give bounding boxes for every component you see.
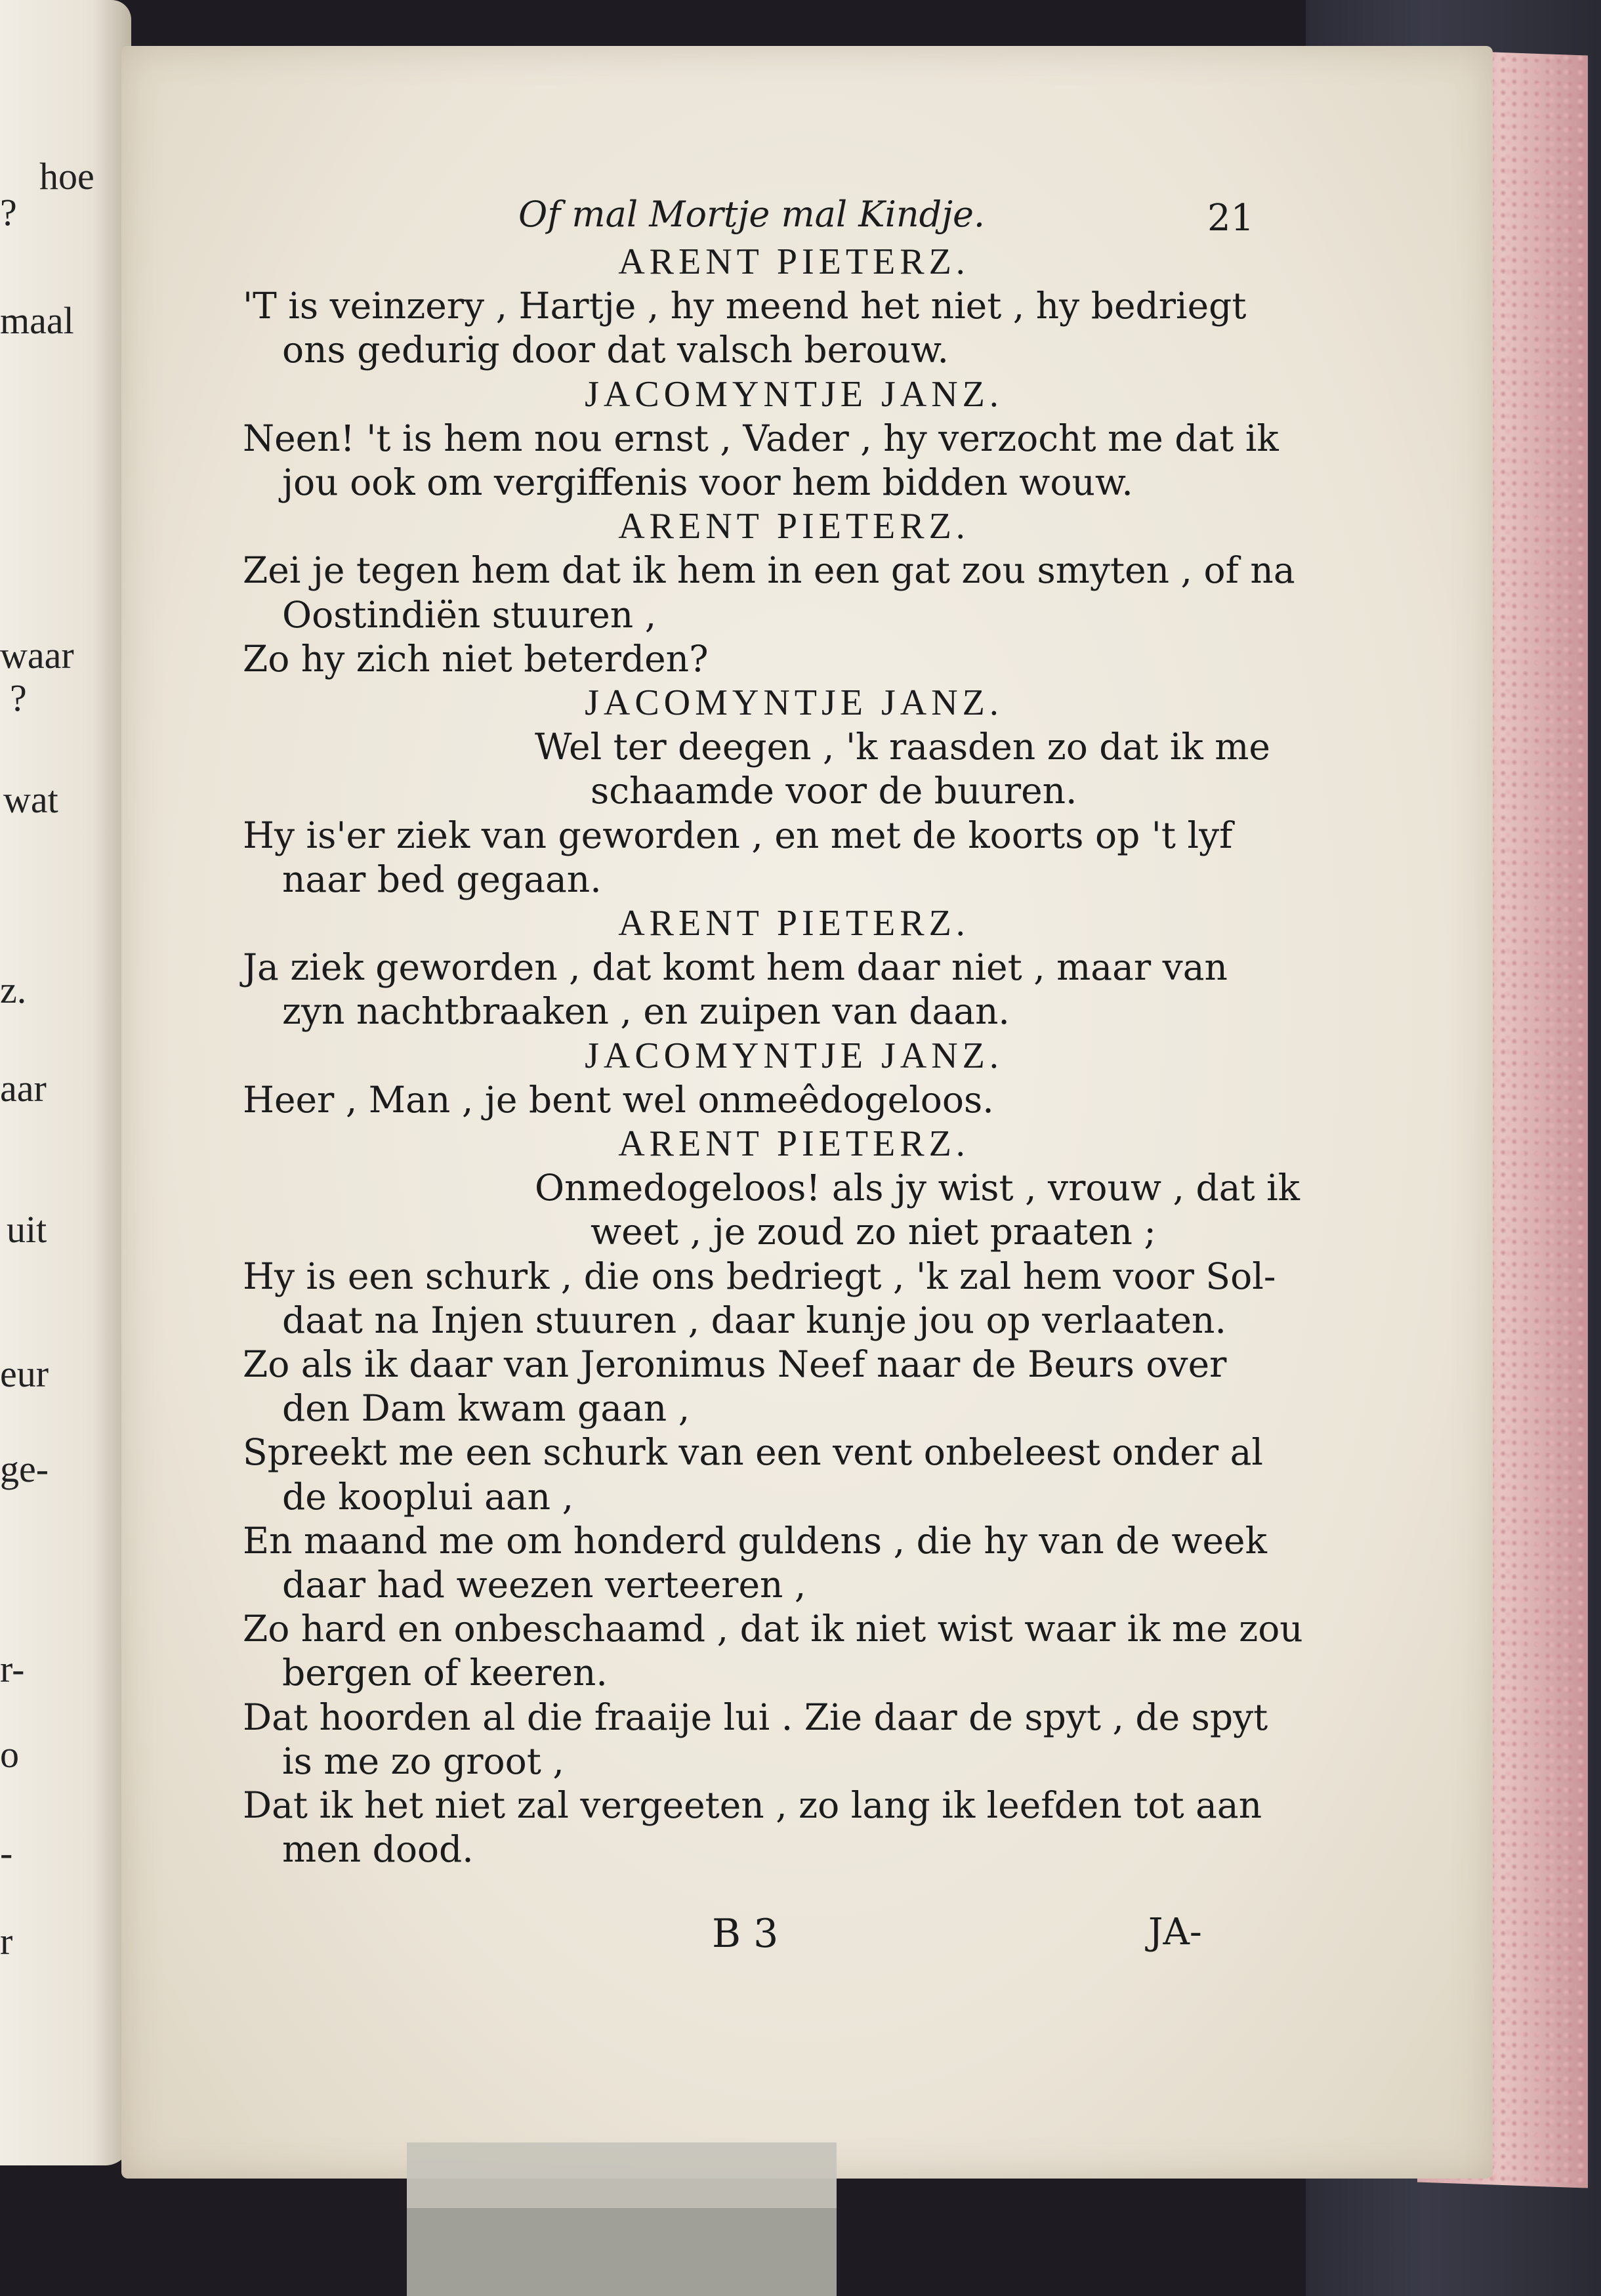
verse-line: Spreekt me een schurk van een vent onbeleest onder al [243,1431,1263,1474]
speaker-name: JACOMYNTJE JANZ. [585,682,1003,723]
verse-line: Hy is een schurk , die ons bedriegt , 'k zal hem voor Sol- [243,1255,1276,1297]
verse-line: daar had weezen verteeren , [282,1564,806,1606]
prev-page-fragment: maal [0,299,74,342]
prev-page-fragment: - [0,1831,13,1874]
running-head: Of mal Mortje mal Kindje. [518,194,986,235]
speaker-name: ARENT PIETERZ. [618,1123,970,1164]
verse-line: bergen of keeren. [282,1652,608,1694]
speaker-name: ARENT PIETERZ. [618,506,970,547]
signature-mark: B 3 [712,1911,779,1957]
prev-page-fragment: r- [0,1648,25,1690]
verse-line: men dood. [282,1828,474,1871]
verse-line: Onmedogeloos! als jy wist , vrouw , dat ik [535,1167,1300,1209]
prev-page-fragment: ? [0,191,17,234]
catchword: JA- [1148,1911,1202,1953]
page-number: 21 [1207,197,1255,240]
verse-line: naar bed gegaan. [282,858,602,900]
verse-line: jou ook om vergiffenis voor hem bidden wouw. [282,461,1133,503]
prev-page-fragment: r [0,1920,13,1963]
speaker-name: ARENT PIETERZ. [618,903,970,944]
verse-line: weet , je zoud zo niet praaten ; [591,1211,1156,1253]
verse-line: den Dam kwam gaan , [282,1387,690,1430]
verse-line: 'T is veinzery , Hartje , hy meend het niet , hy bedriegt [243,285,1247,327]
prev-page-fragment: o [0,1733,19,1776]
verse-line: Heer , Man , je bent wel onmeêdogeloos. [243,1078,994,1121]
verse-line: Dat ik het niet zal vergeeten , zo lang ik leefden tot aan [243,1784,1262,1826]
verse-line: de kooplui aan , [282,1475,574,1518]
prev-page-fragment: waar [0,634,74,677]
verse-line: En maand me om honderd guldens , die hy van de week [243,1519,1267,1562]
verse-line: Oostindiën stuuren , [282,593,657,636]
verse-line: Dat hoorden al die fraaije lui . Zie daar de spyt , de spyt [243,1696,1268,1738]
verse-line: Ja ziek geworden , dat komt hem daar niet , maar van [243,946,1228,989]
prev-page-fragment: wat [3,778,58,821]
verse-line: ons gedurig door dat valsch berouw. [282,329,949,371]
speaker-name: JACOMYNTJE JANZ. [585,1035,1003,1076]
verse-line: Hy is'er ziek van geworden , en met de koorts op 't lyf [243,814,1233,856]
prev-page-fragment: aar [0,1067,47,1110]
verse-line: Wel ter deegen , 'k raasden zo dat ik me [535,726,1270,768]
verse-line: daat na Injen stuuren , daar kunje jou op verlaaten. [282,1299,1226,1341]
speaker-name: JACOMYNTJE JANZ. [585,373,1003,415]
verse-line: Neen! 't is hem nou ernst , Vader , hy verzocht me dat ik [243,417,1279,459]
prev-page-fragment: hoe [39,155,94,198]
verse-line: Zei je tegen hem dat ik hem in een gat zou smyten , of na [243,549,1295,592]
scan-tab [407,2142,837,2296]
verse-line: is me zo groot , [282,1740,564,1782]
verse-line: schaamde voor de buuren. [591,770,1077,812]
prev-page-fragment: uit [7,1208,47,1251]
prev-page-fragment: ge- [0,1448,49,1490]
verse-line: Zo hy zich niet beterden? [243,637,709,680]
verse-line: zyn nachtbraaken , en zuipen van daan. [282,990,1010,1033]
verse-line: Zo hard en onbeschaamd , dat ik niet wist waar ik me zou [243,1608,1303,1650]
speaker-name: ARENT PIETERZ. [618,241,970,282]
prev-page-fragment: z. [0,969,27,1011]
verse-line: Zo als ik daar van Jeronimus Neef naar de Beurs over [243,1343,1227,1385]
previous-page-edge [0,0,131,2165]
prev-page-fragment: ? [10,677,27,719]
prev-page-fragment: eur [0,1352,49,1395]
